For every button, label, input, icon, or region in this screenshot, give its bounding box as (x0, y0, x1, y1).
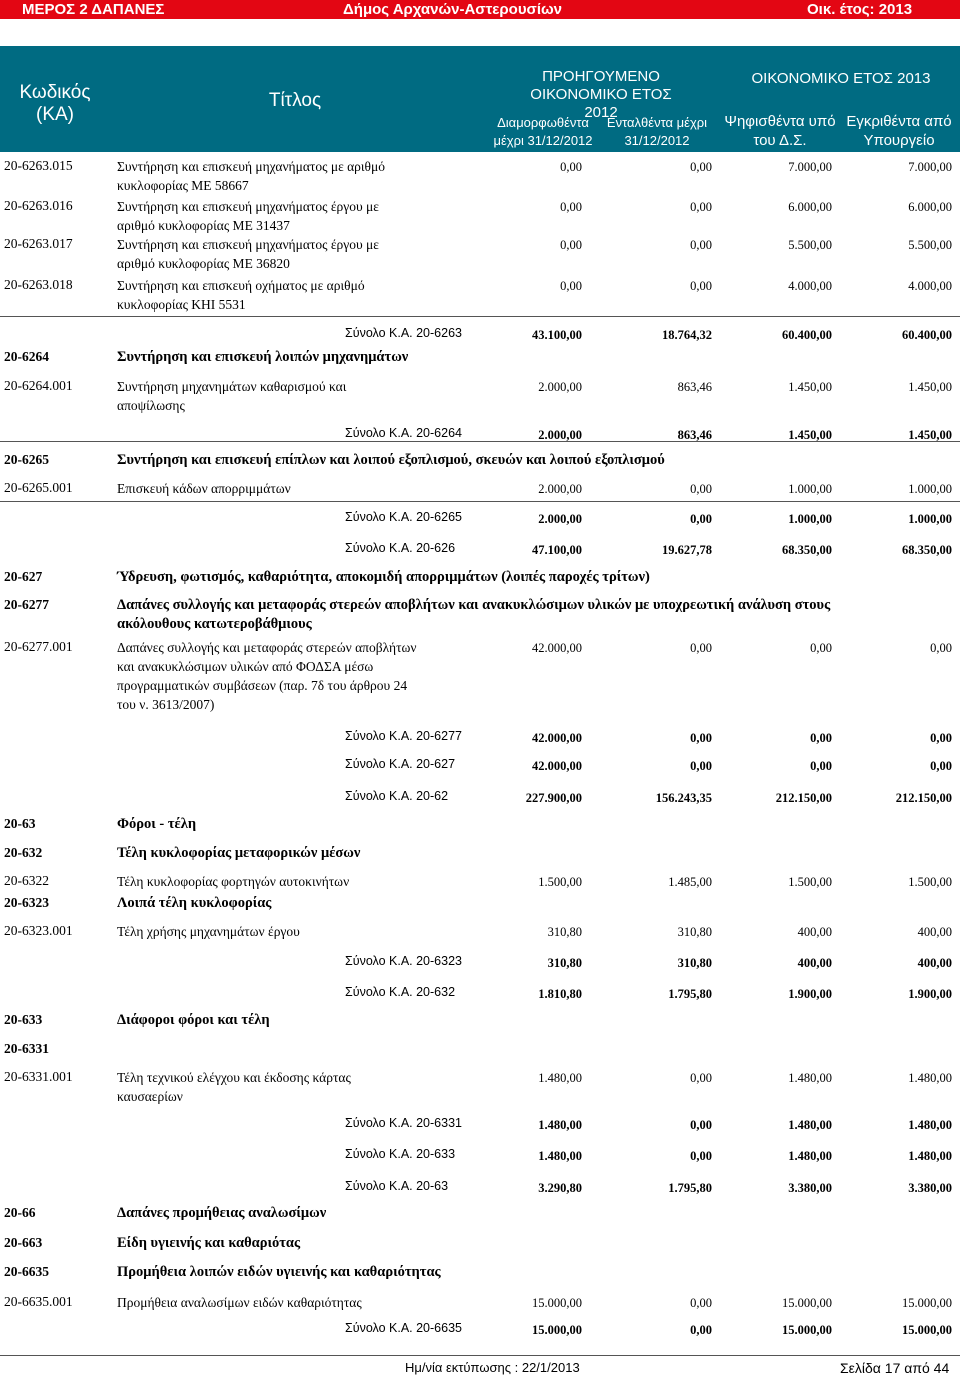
row-title: Τέλη κυκλοφορίας φορτηγών αυτοκινήτων (117, 874, 350, 889)
header-code: Κωδικός (ΚΑ) (0, 46, 110, 152)
amount-cell: 2.000,00 (538, 380, 582, 394)
row-title: Συντήρηση και επισκευή μηχανήματος έργου με αριθμό κυκλοφορίας ΜΕ 31437 (117, 199, 379, 233)
amount-cell: 47.100,00 (532, 543, 582, 557)
amount-cell: 1.450,00 (788, 428, 832, 442)
amount-cell: 60.400,00 (902, 328, 952, 342)
amount-cell: 43.100,00 (532, 328, 582, 342)
amount-cell: 1.480,00 (538, 1149, 582, 1163)
row-title: Δαπάνες συλλογής και μεταφοράς στερεών αποβλήτων και ανακυκλώσιμων υλικών με υποχρεωτική ανάλυση στους ακόλουθους κατωτεροβάθμιους (117, 597, 831, 632)
row-title: Λοιπά τέλη κυκλοφορίας (117, 895, 272, 911)
total-label: Σύνολο Κ.Α. 20-627 (345, 757, 456, 771)
row-code: 20-66 (4, 1205, 36, 1220)
header-committed: Ενταλθέντα μέχρι 31/12/2012 (606, 115, 708, 148)
amount-cell: 310,80 (677, 956, 712, 970)
row-title: Διάφοροι φόροι και τέλη (117, 1012, 270, 1028)
total-label: Σύνολο Κ.Α. 20-6263 (345, 326, 462, 340)
amount-cell: 1.900,00 (908, 987, 952, 1001)
header-formed: Διαμορφωθέντα μέχρι 31/12/2012 (493, 115, 593, 148)
amount-cell: 0,00 (690, 759, 712, 773)
amount-cell: 1.480,00 (788, 1071, 832, 1085)
total-label: Σύνολο Κ.Α. 20-633 (345, 1147, 456, 1161)
amount-cell: 0,00 (690, 641, 712, 655)
row-code: 20-627 (4, 569, 43, 584)
row-title: Τέλη κυκλοφορίας μεταφορικών μέσων (117, 845, 361, 861)
amount-cell: 6.000,00 (788, 200, 832, 214)
header-prev-year: ΠΡΟΗΓΟΥΜΕΝΟ ΟΙΚΟΝΟΜΙΚΟ ΕΤΟΣ 2012 Διαμορφωθέντα μέχρι 31/12/2012 Ενταλθέντα μέχρι 31/12/2012 (480, 46, 722, 152)
amount-cell: 15.000,00 (902, 1296, 952, 1310)
amount-cell: 1.480,00 (788, 1149, 832, 1163)
total-label: Σύνολο Κ.Α. 20-6323 (345, 954, 462, 968)
fiscal-year: Οικ. έτος: 2013 (807, 1, 913, 18)
amount-cell: 0,00 (690, 731, 712, 745)
amount-cell: 1.900,00 (788, 987, 832, 1001)
row-title: Συντήρηση και επισκευή οχήματος με αριθμό κυκλοφορίας ΚΗΙ 5531 (117, 278, 365, 312)
amount-cell: 42.000,00 (532, 759, 582, 773)
total-label: Σύνολο Κ.Α. 20-6264 (345, 426, 462, 440)
amount-cell: 15.000,00 (532, 1323, 582, 1337)
row-divider (0, 501, 960, 502)
amount-cell: 0,00 (560, 200, 582, 214)
header-approved: Εγκριθέντα από Υπουργείο (846, 113, 952, 149)
amount-cell: 1.000,00 (788, 482, 832, 496)
row-title: Συντήρηση μηχανημάτων καθαρισμού και αποψίλωσης (117, 379, 347, 413)
amount-cell: 310,80 (547, 925, 582, 939)
amount-cell: 1.480,00 (538, 1118, 582, 1132)
amount-cell: 1.500,00 (908, 875, 952, 889)
amount-cell: 400,00 (917, 956, 952, 970)
row-code: 20-6331.001 (4, 1069, 73, 1084)
amount-cell: 0,00 (560, 279, 582, 293)
total-label: Σύνολο Κ.Α. 20-6635 (345, 1321, 462, 1335)
row-title: Συντήρηση και επισκευή μηχανήματος με αριθμό κυκλοφορίας ΜΕ 58667 (117, 159, 386, 193)
row-title: Συντήρηση και επισκευή επίπλων και λοιπού εξοπλισμού, σκευών και λοιπού εξοπλισμού (117, 452, 665, 468)
row-title: Τέλη χρήσης μηχανημάτων έργου (117, 924, 300, 939)
amount-cell: 18.764,32 (662, 328, 712, 342)
amount-cell: 4.000,00 (788, 279, 832, 293)
row-code: 20-6323.001 (4, 923, 73, 938)
amount-cell: 0,00 (690, 238, 712, 252)
total-label: Σύνολο Κ.Α. 20-6277 (345, 729, 462, 743)
row-code: 20-663 (4, 1235, 43, 1250)
amount-cell: 15.000,00 (902, 1323, 952, 1337)
amount-cell: 0,00 (690, 160, 712, 174)
total-label: Σύνολο Κ.Α. 20-626 (345, 541, 456, 555)
row-code: 20-6277.001 (4, 639, 73, 654)
amount-cell: 15.000,00 (782, 1296, 832, 1310)
header-current-year: ΟΙΚΟΝΟΜΙΚΟ ΕΤΟΣ 2013 Ψηφισθέντα υπό του Δ.Σ. Εγκριθέντα από Υπουργείο (722, 46, 960, 152)
row-title: Συντήρηση και επισκευή μηχανήματος έργου με αριθμό κυκλοφορίας ΜΕ 36820 (117, 237, 379, 271)
row-code: 20-6263.016 (4, 198, 73, 213)
amount-cell: 310,80 (677, 925, 712, 939)
row-code: 20-6263.018 (4, 277, 73, 292)
amount-cell: 1.450,00 (908, 380, 952, 394)
amount-cell: 0,00 (690, 1149, 712, 1163)
amount-cell: 15.000,00 (532, 1296, 582, 1310)
header-voted: Ψηφισθέντα υπό του Δ.Σ. (724, 113, 836, 149)
row-code: 20-632 (4, 845, 43, 860)
row-code: 20-6635 (4, 1264, 49, 1279)
row-title: Δαπάνες προμήθειας αναλωσίμων (117, 1205, 327, 1221)
row-title: Επισκευή κάδων απορριμμάτων (117, 481, 291, 496)
amount-cell: 1.450,00 (788, 380, 832, 394)
amount-cell: 1.000,00 (908, 482, 952, 496)
amount-cell: 3.380,00 (788, 1181, 832, 1195)
amount-cell: 0,00 (690, 200, 712, 214)
amount-cell: 6.000,00 (908, 200, 952, 214)
amount-cell: 3.290,80 (538, 1181, 582, 1195)
amount-cell: 2.000,00 (538, 428, 582, 442)
top-bar (0, 0, 960, 19)
row-code: 20-6323 (4, 895, 49, 910)
amount-cell: 863,46 (677, 380, 712, 394)
amount-cell: 156.243,35 (655, 791, 712, 805)
amount-cell: 2.000,00 (538, 482, 582, 496)
amount-cell: 2.000,00 (538, 512, 582, 526)
amount-cell: 68.350,00 (902, 543, 952, 557)
amount-cell: 15.000,00 (782, 1323, 832, 1337)
amount-cell: 5.500,00 (908, 238, 952, 252)
row-code: 20-6265 (4, 452, 49, 467)
row-code: 20-6264.001 (4, 378, 73, 393)
amount-cell: 5.500,00 (788, 238, 832, 252)
amount-cell: 1.795,80 (668, 987, 712, 1001)
amount-cell: 1.480,00 (908, 1071, 952, 1085)
amount-cell: 0,00 (690, 1296, 712, 1310)
amount-cell: 212.150,00 (895, 791, 952, 805)
amount-cell: 1.480,00 (908, 1118, 952, 1132)
amount-cell: 1.480,00 (908, 1149, 952, 1163)
total-label: Σύνολο Κ.Α. 20-63 (345, 1179, 449, 1193)
row-code: 20-6263.017 (4, 236, 73, 251)
row-title: Συντήρηση και επισκευή λοιπών μηχανημάτων (117, 349, 409, 365)
total-label: Σύνολο Κ.Α. 20-6331 (345, 1116, 462, 1130)
amount-cell: 400,00 (917, 925, 952, 939)
amount-cell: 0,00 (690, 512, 712, 526)
amount-cell: 212.150,00 (775, 791, 832, 805)
row-code: 20-63 (4, 816, 36, 831)
amount-cell: 0,00 (690, 1323, 712, 1337)
total-label: Σύνολο Κ.Α. 20-62 (345, 789, 449, 803)
amount-cell: 0,00 (690, 279, 712, 293)
amount-cell: 0,00 (690, 1071, 712, 1085)
row-code: 20-6263.015 (4, 158, 73, 173)
total-label: Σύνολο Κ.Α. 20-6265 (345, 510, 462, 524)
amount-cell: 19.627,78 (662, 543, 712, 557)
row-title: Προμήθεια αναλωσίμων ειδών καθαριότητας (117, 1295, 362, 1310)
row-code: 20-6331 (4, 1041, 49, 1056)
amount-cell: 0,00 (930, 759, 952, 773)
print-date: Ημ/νία εκτύπωσης : 22/1/2013 (405, 1360, 580, 1375)
amount-cell: 0,00 (560, 160, 582, 174)
row-title: Προμήθεια λοιπών ειδών υγιεινής και καθαριότητας (117, 1264, 441, 1280)
amount-cell: 310,80 (547, 956, 582, 970)
amount-cell: 0,00 (690, 482, 712, 496)
row-title: Τέλη τεχνικού ελέγχου και έκδοσης κάρτας καυσαερίων (117, 1070, 351, 1104)
amount-cell: 7.000,00 (908, 160, 952, 174)
row-code: 20-633 (4, 1012, 43, 1027)
row-code: 20-6277 (4, 597, 49, 612)
amount-cell: 60.400,00 (782, 328, 832, 342)
row-code: 20-6322 (4, 873, 49, 888)
page-number: Σελίδα 17 από 44 (840, 1360, 950, 1376)
amount-cell: 227.900,00 (525, 791, 582, 805)
amount-cell: 400,00 (797, 925, 832, 939)
row-code: 20-6265.001 (4, 480, 73, 495)
amount-cell: 42.000,00 (532, 641, 582, 655)
amount-cell: 1.480,00 (538, 1071, 582, 1085)
amount-cell: 863,46 (677, 428, 712, 442)
amount-cell: 4.000,00 (908, 279, 952, 293)
section-title: ΜΕΡΟΣ 2 ΔΑΠΑΝΕΣ (22, 1, 165, 18)
amount-cell: 1.000,00 (788, 512, 832, 526)
amount-cell: 1.450,00 (908, 428, 952, 442)
amount-cell: 0,00 (930, 641, 952, 655)
amount-cell: 7.000,00 (788, 160, 832, 174)
row-title: Δαπάνες συλλογής και μεταφοράς στερεών αποβλήτων και ανακυκλώσιμων υλικών από ΦΟΔΣΑ μέσω προγραμματικών συμβάσεων (παρ. 7δ του άρθρου 24 του ν. 3613/2007) (117, 640, 417, 712)
row-title: Φόροι - τέλη (117, 816, 197, 832)
amount-cell: 1.480,00 (788, 1118, 832, 1132)
row-divider (0, 316, 960, 317)
amount-cell: 0,00 (810, 759, 832, 773)
amount-cell: 42.000,00 (532, 731, 582, 745)
amount-cell: 1.485,00 (668, 875, 712, 889)
header-title: Τίτλος (110, 46, 480, 152)
amount-cell: 68.350,00 (782, 543, 832, 557)
row-code: 20-6635.001 (4, 1294, 73, 1309)
amount-cell: 1.795,80 (668, 1181, 712, 1195)
amount-cell: 0,00 (560, 238, 582, 252)
amount-cell: 1.810,80 (538, 987, 582, 1001)
amount-cell: 3.380,00 (908, 1181, 952, 1195)
amount-cell: 0,00 (810, 641, 832, 655)
footer-divider (0, 1355, 960, 1356)
amount-cell: 1.500,00 (538, 875, 582, 889)
municipality-name: Δήμος Αρχανών-Αστερουσίων (343, 1, 562, 18)
row-title: Είδη υγιεινής και καθαριότας (117, 1235, 301, 1251)
amount-cell: 0,00 (930, 731, 952, 745)
amount-cell: 1.000,00 (908, 512, 952, 526)
row-code: 20-6264 (4, 349, 49, 364)
row-title: Ύδρευση, φωτισμός, καθαριότητα, αποκομιδή απορριμμάτων (λοιπές παροχές τρίτων) (117, 569, 650, 585)
amount-cell: 1.500,00 (788, 875, 832, 889)
total-label: Σύνολο Κ.Α. 20-632 (345, 985, 456, 999)
amount-cell: 0,00 (810, 731, 832, 745)
amount-cell: 400,00 (797, 956, 832, 970)
amount-cell: 0,00 (690, 1118, 712, 1132)
